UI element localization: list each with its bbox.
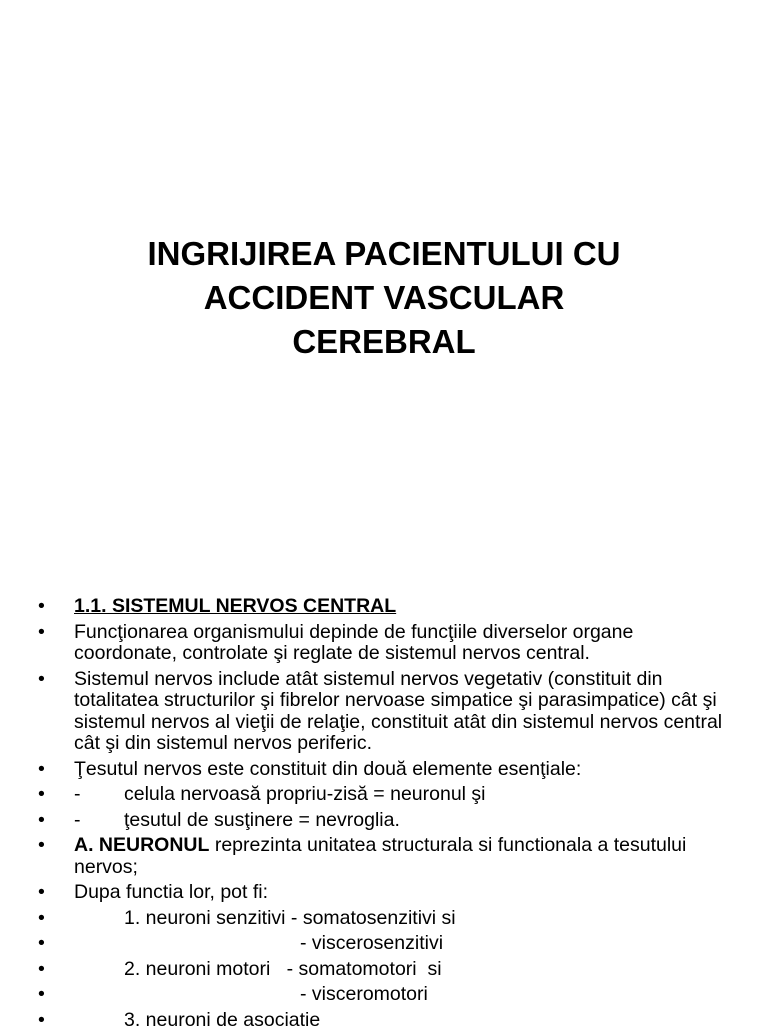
bullet: • [38,983,45,1005]
list-item [38,959,738,981]
bullet: • [38,957,45,980]
list-item [38,759,738,781]
bullet: • [38,1008,45,1031]
list-item [38,908,738,930]
title-line-3: CEREBRAL [292,323,476,360]
list-item [38,596,738,618]
bullet: • [38,906,45,929]
document-title [0,232,768,364]
paragraph-text: - viscerosenzitivi [300,932,444,954]
list-item [38,622,738,665]
list-item [38,933,738,955]
paragraph-text: - visceromotori [300,983,428,1005]
paragraph-text: Dupa functia lor, pot fi: [74,881,269,903]
list-item [38,835,738,878]
bullet: • [38,595,45,617]
paragraph-text: Funcţionarea organismului depinde de funcţiile diverselor organe coordonate, controlate şi reglate de sistemul nervos central. [74,620,634,664]
dash-marker: - [74,808,81,831]
bullet: • [38,808,45,831]
title-line-1: INGRIJIREA PACIENTULUI CU [147,235,621,272]
content-list [38,596,738,1035]
paragraph-text: celula nervoasă propriu-zisă = neuronul şi [124,783,486,805]
paragraph-text: 3. neuroni de asociatie [124,1008,321,1031]
paragraph-text: 1. neuroni senzitivi - somatosenzitivi si [124,906,456,929]
paragraph-text: ţesutul de susţinere = nevroglia. [124,808,400,831]
list-item [38,882,738,904]
paragraph-text: Sistemul nervos include atât sistemul nervos vegetativ (constituit din totalitatea structurilor şi fibrelor nervoase simpatice şi parasimpatice) cât şi sistemul nervos al vieţii de relaţie, constituit atât din sistemul nervos central cât şi din sistemul nervos periferic. [74,667,723,754]
list-item [38,984,738,1006]
paragraph-text: Ţesutul nervos este constituit din două elemente esenţiale: [74,757,582,780]
bullet: • [38,667,45,690]
bullet: • [38,932,45,954]
section-heading: 1.1. SISTEMUL NERVOS CENTRAL [74,595,397,617]
list-item [38,1010,738,1032]
list-item [38,810,738,832]
list-item [38,669,738,755]
dash-marker: - [74,783,81,805]
bullet: • [38,783,45,805]
bullet: • [38,834,45,856]
neuron-heading: A. NEURONUL [74,834,210,856]
bullet: • [38,757,45,780]
paragraph-text: 2. neuroni motori - somatomotori si [124,957,442,980]
bullet: • [38,620,45,643]
title-line-2: ACCIDENT VASCULAR [203,279,565,316]
paragraph-text: reprezinta unitatea structurala si functionala a tesutului nervos; [74,834,687,878]
bullet: • [38,881,45,903]
list-item [38,784,738,806]
